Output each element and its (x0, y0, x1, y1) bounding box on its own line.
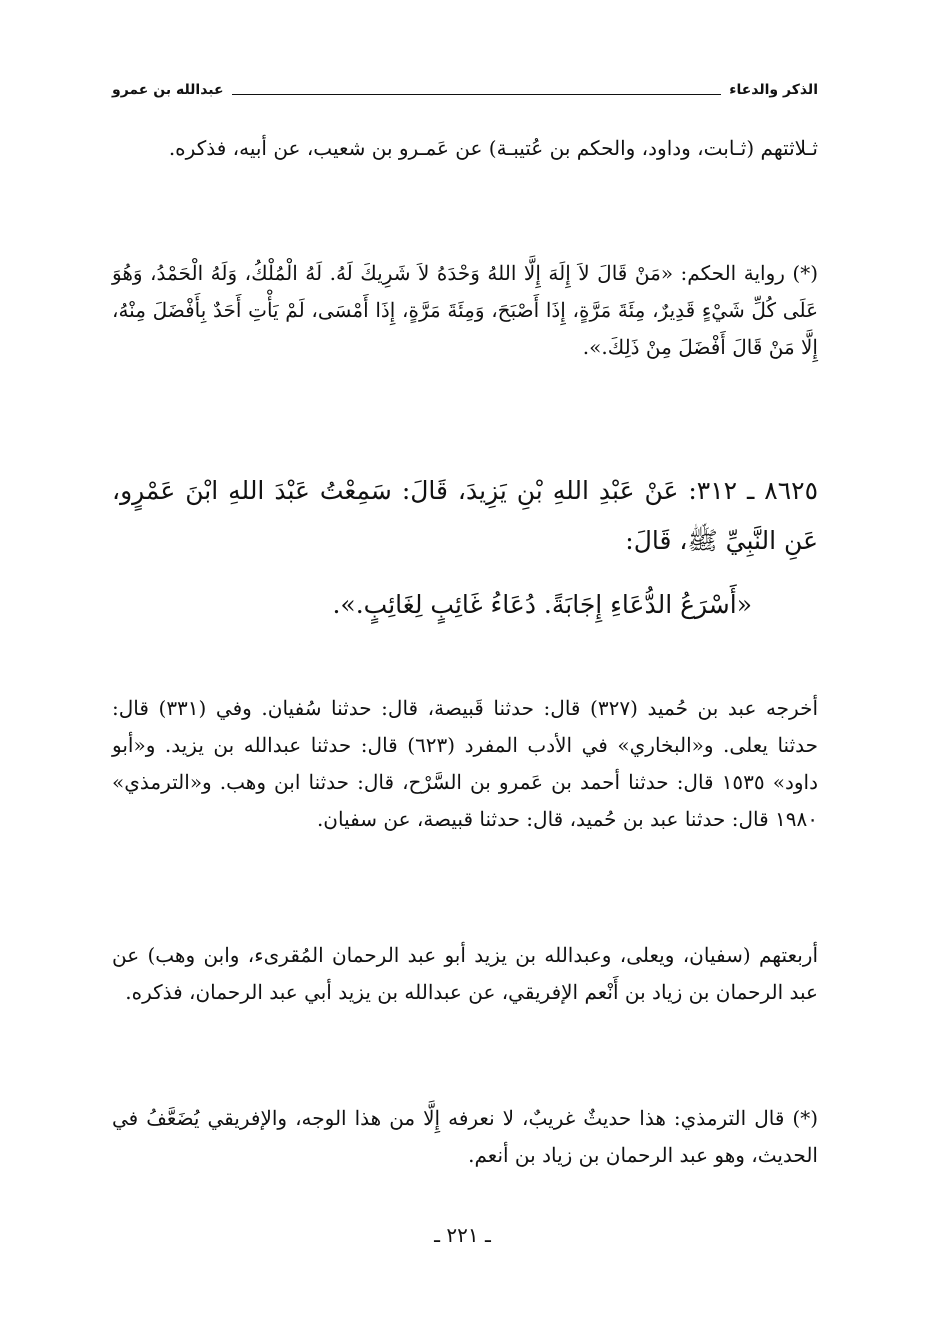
hadith-intro (112, 466, 818, 566)
header-rule (232, 94, 722, 95)
page-number: ـ ٢٢١ ـ (434, 1223, 491, 1247)
paragraph-text: ثـلاثتهم (ثـابت، وداود، والحكم بن عُتيبـة) عن عَمـرو بن شعيب، عن أبيه، فذكره. (168, 136, 818, 160)
paragraph-text: (*) رواية الحكم: «مَنْ قَالَ لاَ إِلَهَ إِلَّا اللهُ وَحْدَهُ لاَ شَرِيكَ لَهُ. لَهُ الْمُلْكُ، وَلَهُ الْحَمْدُ، وَهُوَ عَلَى كُلِّ شَيْءٍ قَدِيرٌ، مِئَةَ مَرَّةٍ، إِذَا أَصْبَحَ، وَمِئَةَ مَرَّةٍ، إِذَا أَمْسَى، لَمْ يَأْتِ أَحَدٌ بِأَفْضَلَ مِنْهُ، إِلَّا مَنْ قَالَ أَفْضَلَ مِنْ ذَلِكَ.». (112, 261, 818, 359)
paragraph-text: أخرجه عبد بن حُميد (٣٢٧) قال: حدثنا قَبيصة، قال: حدثنا سُفيان. وفي (٣٣١) قال: حدثنا يعلى. و«البخاري» في الأدب المفرد (٦٢٣) قال: حدثنا عبدالله بن يزيد. و«أبو داود» ١٥٣٥ قال: حدثنا أحمد بن عَمرو بن السَّرْح، قال: حدثنا ابن وهب. و«الترمذي» ١٩٨٠ قال: حدثنا عبد بن حُميد، قال: حدثنا قبيصة، عن سفيان. (112, 696, 818, 831)
hadith-text: «أَسْرَعُ الدُّعَاءِ إِجَابَةً. دُعَاءُ غَائِبٍ لِغَائِبٍ.». (332, 590, 752, 619)
paragraph-chains (112, 937, 818, 1011)
paragraph-text: أربعتهم (سفيان، ويعلى، وعبدالله بن يزيد أبو عبد الرحمان المُقرىء، وابن وهب) عن عبد الرحمان بن زياد بن أَنْعم الإفريقي، عن عبدالله بن يزيد أبي عبد الرحمان، فذكره. (112, 943, 818, 1004)
paragraph-takhrij (112, 690, 818, 838)
header-chapter-title: الذكر والدعاء (729, 82, 818, 98)
paragraph-tirmidhi-note (112, 1100, 818, 1174)
paragraph-text: (*) قال الترمذي: هذا حديثٌ غريبٌ، لا نعرفه إِلَّا من هذا الوجه، والإفريقي يُضَعَّفُ في الحديث، وهو عبد الرحمان بن زياد بن أنعم. (112, 1106, 818, 1167)
hadith-chain: ٨٦٢٥ ـ ٣١٢: عَنْ عَبْدِ اللهِ بْنِ يَزِيدَ، قَالَ: سَمِعْتُ عَبْدَ اللهِ ابْنَ عَمْرٍو، عَنِ النَّبِيِّ ﷺ، قَالَ: (112, 476, 819, 555)
header-section-title: عبدالله بن عمرو (112, 82, 224, 98)
running-header (112, 78, 818, 102)
paragraph-narration-note (112, 255, 818, 366)
paragraph-chain-end (112, 130, 818, 167)
